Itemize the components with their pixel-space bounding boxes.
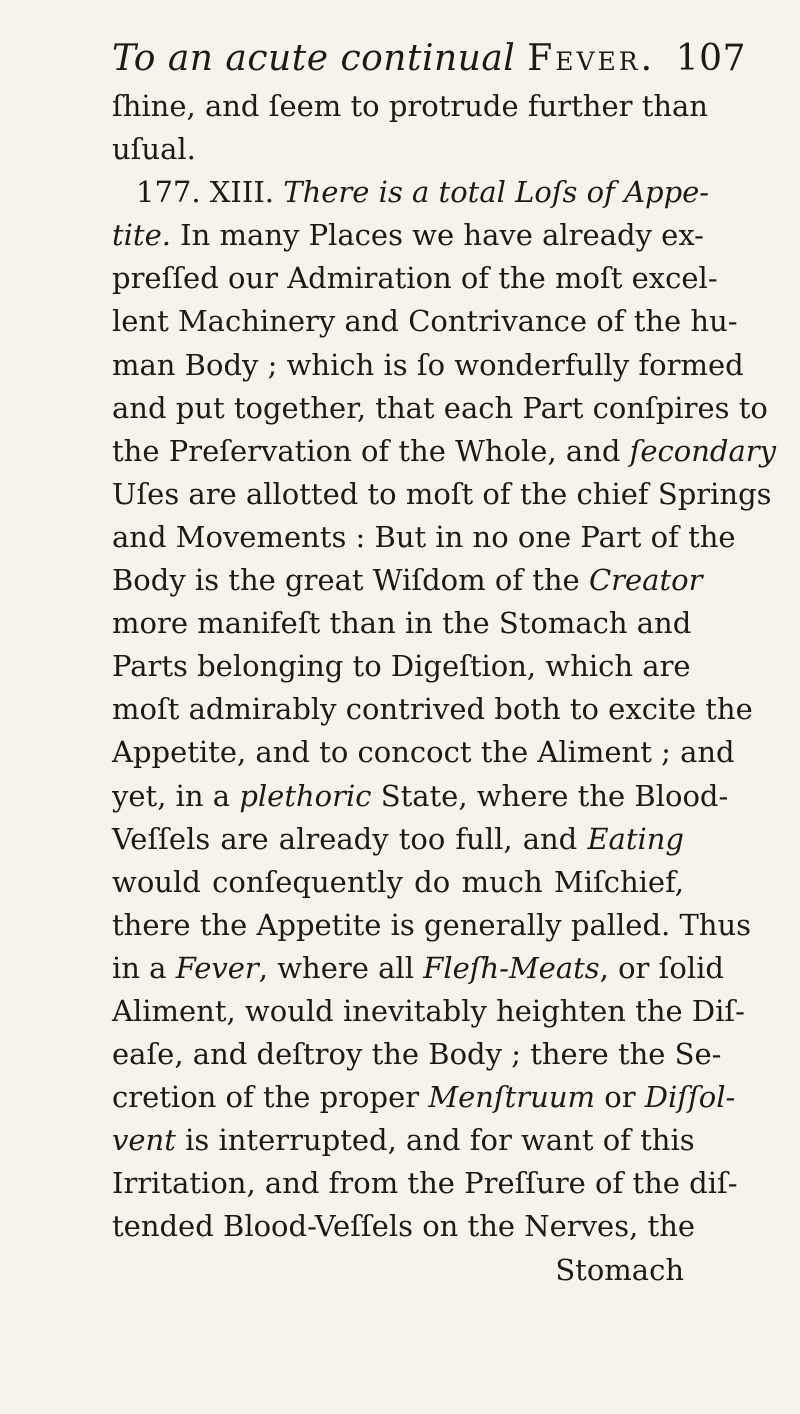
text-segment: more manifeſt than in the Stomach and (112, 606, 692, 641)
italic-text-segment: Eating (587, 821, 684, 856)
text-line (112, 171, 710, 214)
text-segment: , where all (258, 950, 424, 985)
italic-text-segment: Fleſh-Meats (423, 950, 600, 985)
italic-text-segment: Fever (175, 950, 259, 985)
text-segment: Stomach (555, 1252, 684, 1287)
text-segment: 177. XIII. (136, 175, 284, 210)
text-segment: yet, in a (112, 778, 240, 813)
text-line (112, 904, 752, 947)
text-line (112, 645, 691, 688)
text-segment: and put together, that each Part conſpires to (112, 390, 768, 425)
running-head-title: To an acute continual (112, 38, 516, 79)
text-segment: Aliment, would inevitably heighten the Diſ- (112, 993, 745, 1028)
text-segment: in a (112, 950, 176, 985)
text-line (112, 688, 753, 731)
italic-text-segment: plethoric (239, 778, 372, 813)
italic-text-segment: Menſtruum (428, 1080, 596, 1115)
text-segment: , or ſolid (599, 950, 724, 985)
text-segment: tended Blood-Veſſels on the Nerves, the (112, 1209, 696, 1244)
text-line (112, 344, 744, 387)
text-segment: Parts belonging to Digeſtion, which are (112, 649, 691, 684)
running-head (112, 38, 746, 79)
text-line (112, 559, 703, 602)
text-line (112, 430, 777, 473)
text-line (112, 947, 724, 990)
text-segment: Body is the great Wiſdom of the (112, 563, 589, 598)
text-segment: lent Machinery and Contrivance of the hu- (112, 304, 738, 339)
italic-text-segment: ſecondary (629, 433, 777, 468)
body-text (112, 85, 777, 1292)
text-line (112, 1205, 696, 1248)
italic-text-segment: Creator (588, 563, 703, 598)
text-line (112, 818, 684, 861)
text-line (112, 775, 729, 818)
text-segment: ſhine, and ſeem to protrude further than (112, 89, 708, 123)
page-number: 107 (675, 38, 746, 79)
text-segment: Veſſels are already too full, and (112, 821, 588, 856)
text-segment: In many Places we have already ex- (170, 218, 704, 253)
text-line (112, 990, 745, 1033)
text-line (112, 1162, 738, 1205)
text-segment: Appetite, and to concoct the Aliment ; and (112, 735, 735, 770)
text-segment: and Movements : But in no one Part of the (112, 519, 736, 554)
text-line (112, 861, 684, 904)
text-segment: there the Appetite is generally palled. Thus (112, 907, 752, 942)
italic-text-segment: There is a total Loſs of Appe- (283, 175, 710, 210)
text-segment: the Preſervation of the Whole, and (112, 433, 630, 468)
text-segment: man Body ; which is ſo wonderfully formed (112, 347, 744, 382)
text-segment: would conſequently do much Miſchief, (112, 864, 684, 899)
text-line (112, 1033, 722, 1076)
text-line (112, 1076, 736, 1119)
text-line (112, 516, 736, 559)
text-line (112, 128, 684, 171)
text-segment: is interrupted, and for want of this (175, 1123, 695, 1158)
text-segment: eaſe, and deſtroy the Body ; there the Se- (112, 1037, 722, 1072)
text-segment: preſſed our Admiration of the moſt excel- (112, 261, 718, 296)
text-line (112, 300, 738, 343)
text-segment: Uſes are allotted to moſt of the chief Springs (112, 476, 772, 511)
text-line (112, 602, 692, 645)
text-segment: Irritation, and from the Preſſure of the diſ- (112, 1166, 738, 1201)
text-segment: moſt admirably contrived both to excite the (112, 692, 753, 727)
text-line (112, 1119, 695, 1162)
text-line (112, 1249, 684, 1292)
text-line (112, 387, 768, 430)
italic-text-segment: vent (112, 1123, 176, 1158)
text-segment: uſual. (112, 132, 196, 167)
text-line (112, 473, 772, 516)
text-line (112, 257, 718, 300)
italic-text-segment: tite. (112, 218, 171, 253)
running-head-caps: Fever. (527, 38, 656, 79)
text-segment: State, where the Blood- (371, 778, 729, 813)
text-line (112, 85, 708, 128)
text-segment: cretion of the proper (112, 1080, 429, 1115)
italic-text-segment: Diſſol- (644, 1080, 736, 1115)
text-line (112, 731, 735, 774)
text-segment: or (595, 1080, 645, 1115)
text-line (112, 214, 704, 257)
